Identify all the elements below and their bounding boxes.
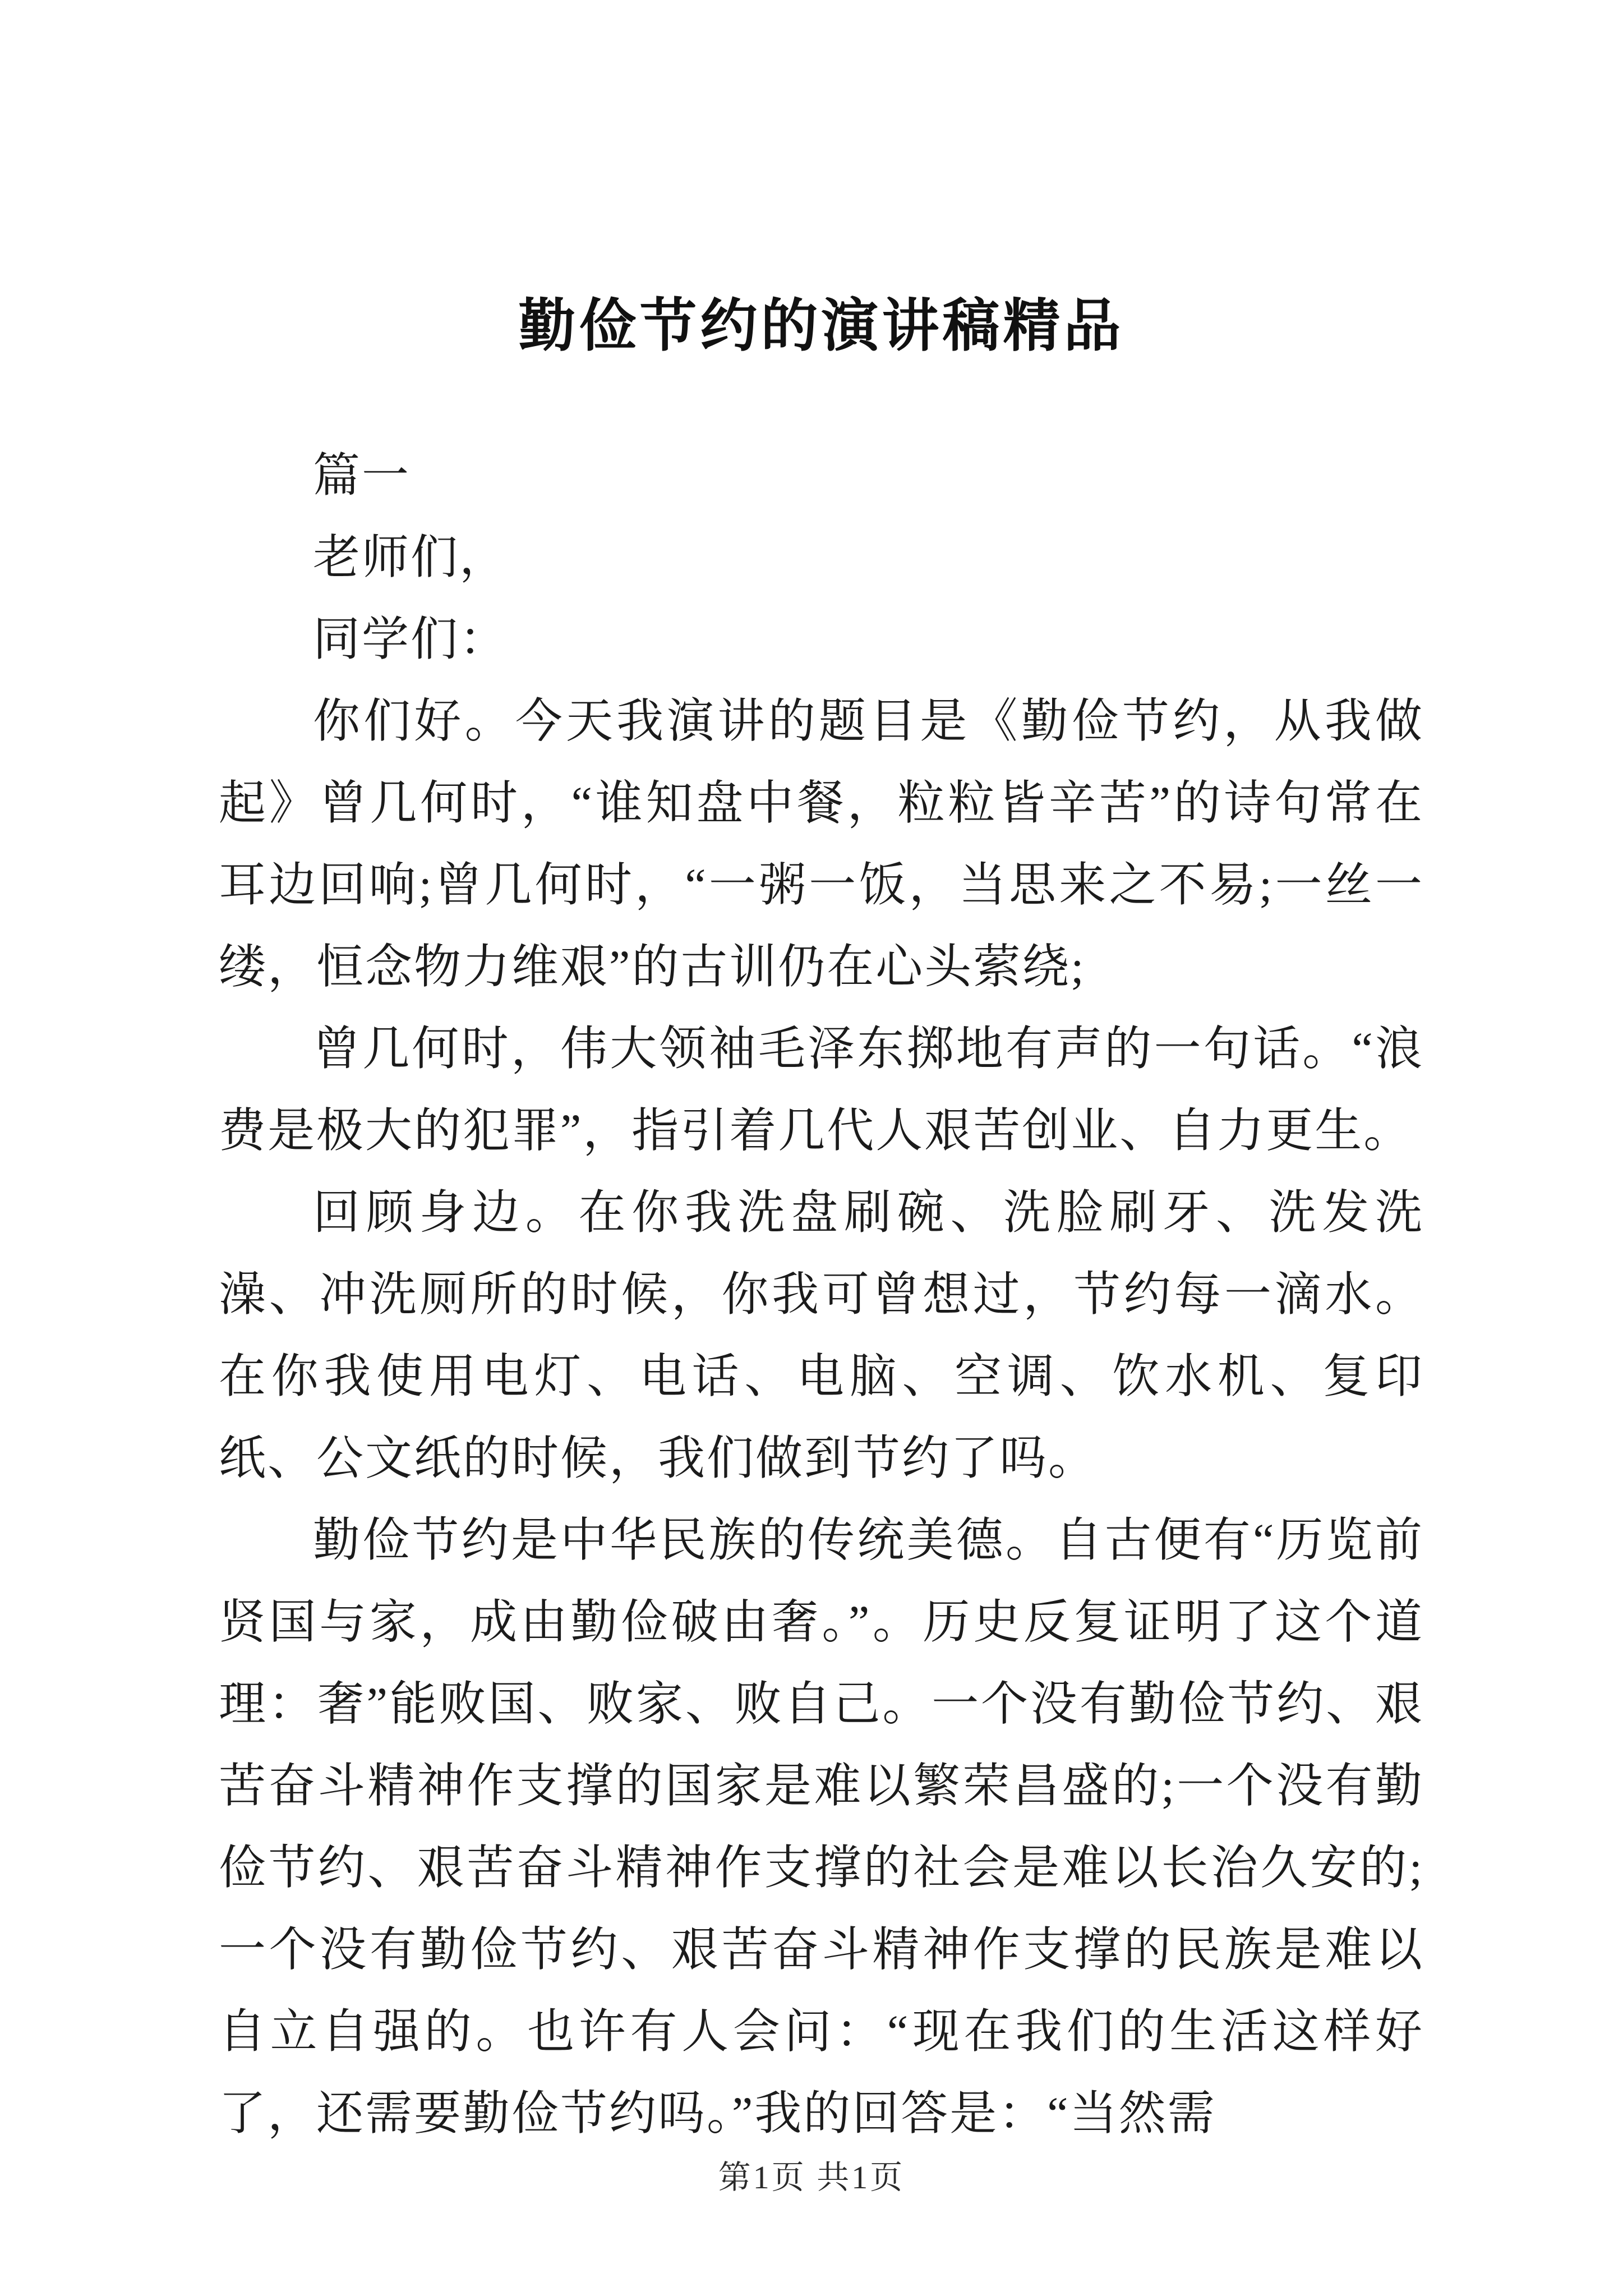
- paragraph-students: 同学们：: [313, 614, 509, 666]
- paragraph-teachers: 老师们，: [313, 532, 509, 584]
- paragraph-tradition: 勤俭节约是中华民族的传统美德。自古便有“历览前贤国与家，成由勤俭破由奢。”。历史反复证明了这个道理：奢”能败国、败家、败自己。一个没有勤俭节约、艰苦奋斗精神作支撑的国家是难以繁荣昌盛的;一个没有勤俭节约、艰苦奋斗精神作支撑的社会是难以长治久安的;一个没有勤俭节约、艰苦奋斗精神作支撑的民族是难以自立自强的。也许有人会问：“现在我们的生活这样好了，还需要勤俭节约吗。”我的回答是：“当然需: [219, 1515, 1424, 2140]
- paragraph-pian-yi: 篇一: [313, 450, 411, 502]
- paragraph-greeting: 你们好。今天我演讲的题目是《勤俭节约，从我做起》曾几何时，“谁知盘中餐，粒粒皆辛苦”的诗句常在耳边回响;曾几何时，“一粥一饭，当思来之不易;一丝一缕，恒念物力维艰”的古训仍在心头萦绕;: [219, 696, 1424, 993]
- paragraph-daily-life: 回顾身边。在你我洗盘刷碗、洗脸刷牙、洗发洗澡、冲洗厕所的时候，你我可曾想过，节约每一滴水。在你我使用电灯、电话、电脑、空调、饮水机、复印纸、公文纸的时候，我们做到节约了吗。: [219, 1187, 1424, 1485]
- document-title: 勤俭节约的演讲稿精品: [518, 295, 1124, 358]
- paragraph-mao-quote: 曾几何时，伟大领袖毛泽东掷地有声的一句话。“浪费是极大的犯罪”，指引着几代人艰苦创业、自力更生。: [219, 1023, 1424, 1157]
- page-footer: 第1页 共1页: [718, 2159, 905, 2196]
